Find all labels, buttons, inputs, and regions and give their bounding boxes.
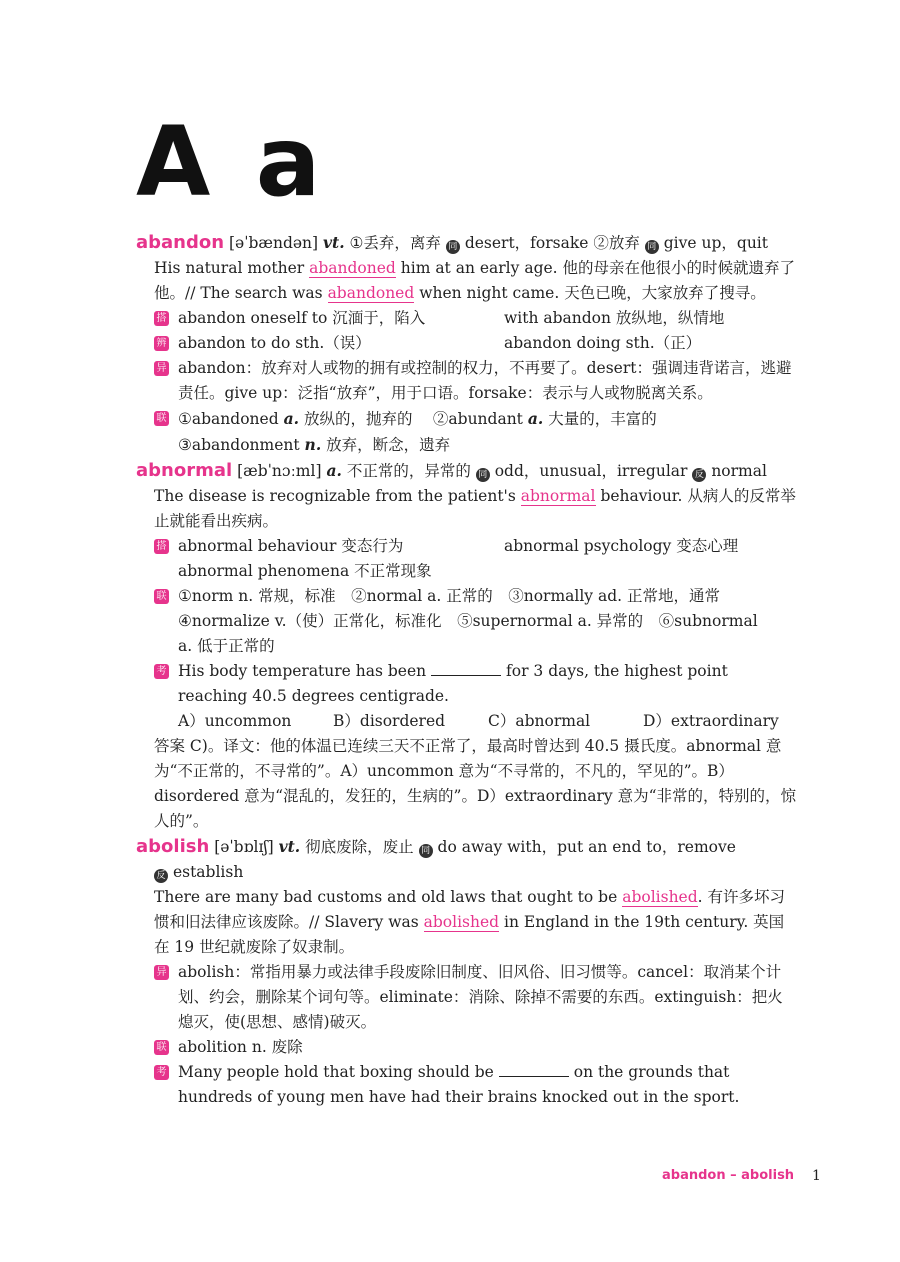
entries bbox=[136, 230, 798, 1110]
synonym-icon: 同 bbox=[645, 240, 659, 254]
entry-abnormal: abnormal [æbˈnɔːml] a. 不正常的，异常的 同 odd，unusual，irregular 反 normal The disease is recognizable from the patient's abnormal behaviour. 从病人的反常举止就能看出疾病。 搭 abnormal behaviour 变态行为 abnormal psychology 变态心理 abnormal phenomena 不正常现象 联 ①norm n. 常规，标准 ②normal a. 正常的 ③normally ad. 正常地，通常 ④normalize v.（使）正常化，标准化 ⑤supernormal a. 异常的 ⑥subnormal a. 低于正常的 考 His body temperature has been for 3 days, the highest point reaching 40.5 degrees centigrade. A）uncommon B）disordered C）abnormal D）extraordinary 答案 C)。译文：他的体温已连续三天不正常了，最高时曾达到 40.5 摄氏度。abnormal 意为“不正常的，不寻常的”。A）uncommon 意为“不寻常的，不凡的，罕见的”。B）disordered 意为“混乱的，发狂的，生病的”。D）extraordinary 意为“非常的，特别的，惊人的”。 bbox=[136, 458, 798, 834]
synonym-icon: 同 bbox=[446, 240, 460, 254]
answer-options: A）uncommon B）disordered C）abnormal D）extraordinary bbox=[178, 712, 779, 730]
word-differences: 异 abandon：放弃对人或物的拥有或控制的权力，不再要了。desert：强调违背诺言，逃避责任。give up：泛指“放弃”，用于口语。forsake：表示与人或物脱离关系。 bbox=[136, 356, 798, 406]
synonyms: do away with，put an end to，remove bbox=[437, 838, 736, 856]
highlight-word: abandoned bbox=[327, 284, 415, 302]
synonym-icon: 同 bbox=[476, 468, 490, 482]
definition: ①丢弃，离弃 bbox=[349, 234, 441, 252]
related-words: 联 ①norm n. 常规，标准 ②normal a. 正常的 ③normally ad. 正常地，通常 ④normalize v.（使）正常化，标准化 ⑤supernormal a. 异常的 ⑥subnormal a. 低于正常的 bbox=[136, 584, 798, 659]
exam-question: 考 Many people hold that boxing should be on the grounds that hundreds of young men have had their brains knocked out in the sport. bbox=[136, 1060, 798, 1110]
usage-errors: 辨 abandon to do sth.（误） abandon doing sth.（正） bbox=[136, 331, 798, 356]
phrase-icon: 搭 bbox=[154, 311, 169, 326]
synonyms-2: give up，quit bbox=[663, 234, 768, 252]
headword: abolish bbox=[136, 836, 210, 857]
phonetic: [əˈbændən] bbox=[229, 234, 319, 252]
examples: His natural mother abandoned him at an early age. 他的母亲在他很小的时候就遗弃了他。// The search was abandoned when night came. 天色已晚，大家放弃了搜寻。 bbox=[154, 259, 796, 302]
highlight-word: abolished bbox=[423, 913, 500, 931]
exam-icon: 考 bbox=[154, 664, 169, 679]
answer-blank bbox=[431, 661, 501, 676]
related-words: 联 abolition n. 废除 bbox=[136, 1035, 798, 1060]
definition: 不正常的，异常的 bbox=[346, 462, 471, 480]
page-range: abandon – abolish bbox=[662, 1168, 795, 1183]
examples: There are many bad customs and old laws that ought to be abolished. 有许多坏习惯和旧法律应该废除。// Slavery was abolished in England in the 19th century. 英国在 19 世纪就废除了奴隶制。 bbox=[154, 888, 786, 956]
phrase-icon: 搭 bbox=[154, 539, 169, 554]
part-of-speech: vt. bbox=[278, 837, 301, 856]
exam-icon: 考 bbox=[154, 1065, 169, 1080]
difference-icon: 异 bbox=[154, 361, 169, 376]
synonyms: odd，unusual，irregular bbox=[494, 462, 688, 480]
phrases: 搭 abnormal behaviour 变态行为 abnormal psychology 变态心理 bbox=[136, 534, 798, 559]
highlight-word: abnormal bbox=[520, 487, 596, 505]
part-of-speech: a. bbox=[326, 461, 342, 480]
synonyms: desert，forsake bbox=[464, 234, 589, 252]
page-number: 1 bbox=[812, 1168, 821, 1184]
antonym-icon: 反 bbox=[692, 468, 706, 482]
synonym-icon: 同 bbox=[419, 844, 433, 858]
highlight-word: abolished bbox=[622, 888, 698, 906]
related-words: 联 ①abandoned a. 放纵的，抛弃的 ②abundant a. 大量的，丰富的 ③abandonment n. 放弃，断念，遗弃 bbox=[136, 406, 798, 458]
highlight-word: abandoned bbox=[309, 259, 396, 277]
definition: 彻底废除，废止 bbox=[305, 838, 414, 856]
part-of-speech: vt. bbox=[323, 233, 345, 252]
difference-icon: 异 bbox=[154, 965, 169, 980]
definition-2: ②放弃 bbox=[593, 234, 640, 252]
answer-blank bbox=[499, 1062, 569, 1077]
antonym-icon: 反 bbox=[154, 869, 168, 883]
related-icon: 联 bbox=[154, 589, 169, 604]
headword: abnormal bbox=[136, 460, 233, 481]
phrases: 搭 abandon oneself to 沉湎于，陷入 with abandon 放纵地，纵情地 bbox=[136, 306, 798, 331]
word-differences: 异 abolish：常指用暴力或法律手段废除旧制度、旧风俗、旧习惯等。cancel：取消某个计划、约会，删除某个词句等。eliminate：消除、除掉不需要的东西。extinguish：把火熄灭，使(思想、感情)破灭。 bbox=[136, 960, 798, 1035]
headword: abandon bbox=[136, 232, 225, 253]
entry-abolish bbox=[136, 834, 798, 1110]
exam-question: 考 His body temperature has been for 3 days, the highest point reaching 40.5 degrees centigrade. bbox=[136, 659, 798, 709]
answer-explanation: 答案 C)。译文：他的体温已连续三天不正常了，最高时曾达到 40.5 摄氏度。abnormal 意为“不正常的，不寻常的”。A）uncommon 意为“不寻常的，不凡的，罕见的”。B）disordered 意为“混乱的，发狂的，生病的”。D）extraordinary 意为“非常的，特别的，惊人的”。 bbox=[154, 737, 797, 830]
examples: The disease is recognizable from the patient's abnormal behaviour. 从病人的反常举止就能看出疾病。 bbox=[154, 487, 796, 530]
antonym: normal bbox=[711, 462, 767, 480]
related-icon: 联 bbox=[154, 411, 169, 426]
error-icon: 辨 bbox=[154, 336, 169, 351]
related-icon: 联 bbox=[154, 1040, 169, 1055]
antonym: establish bbox=[172, 863, 244, 881]
phonetic: [əˈbɒlɪʃ] bbox=[214, 838, 274, 856]
section-letter: A a bbox=[136, 106, 327, 218]
phonetic: [æbˈnɔːml] bbox=[237, 462, 322, 480]
entry-abandon bbox=[136, 230, 798, 458]
